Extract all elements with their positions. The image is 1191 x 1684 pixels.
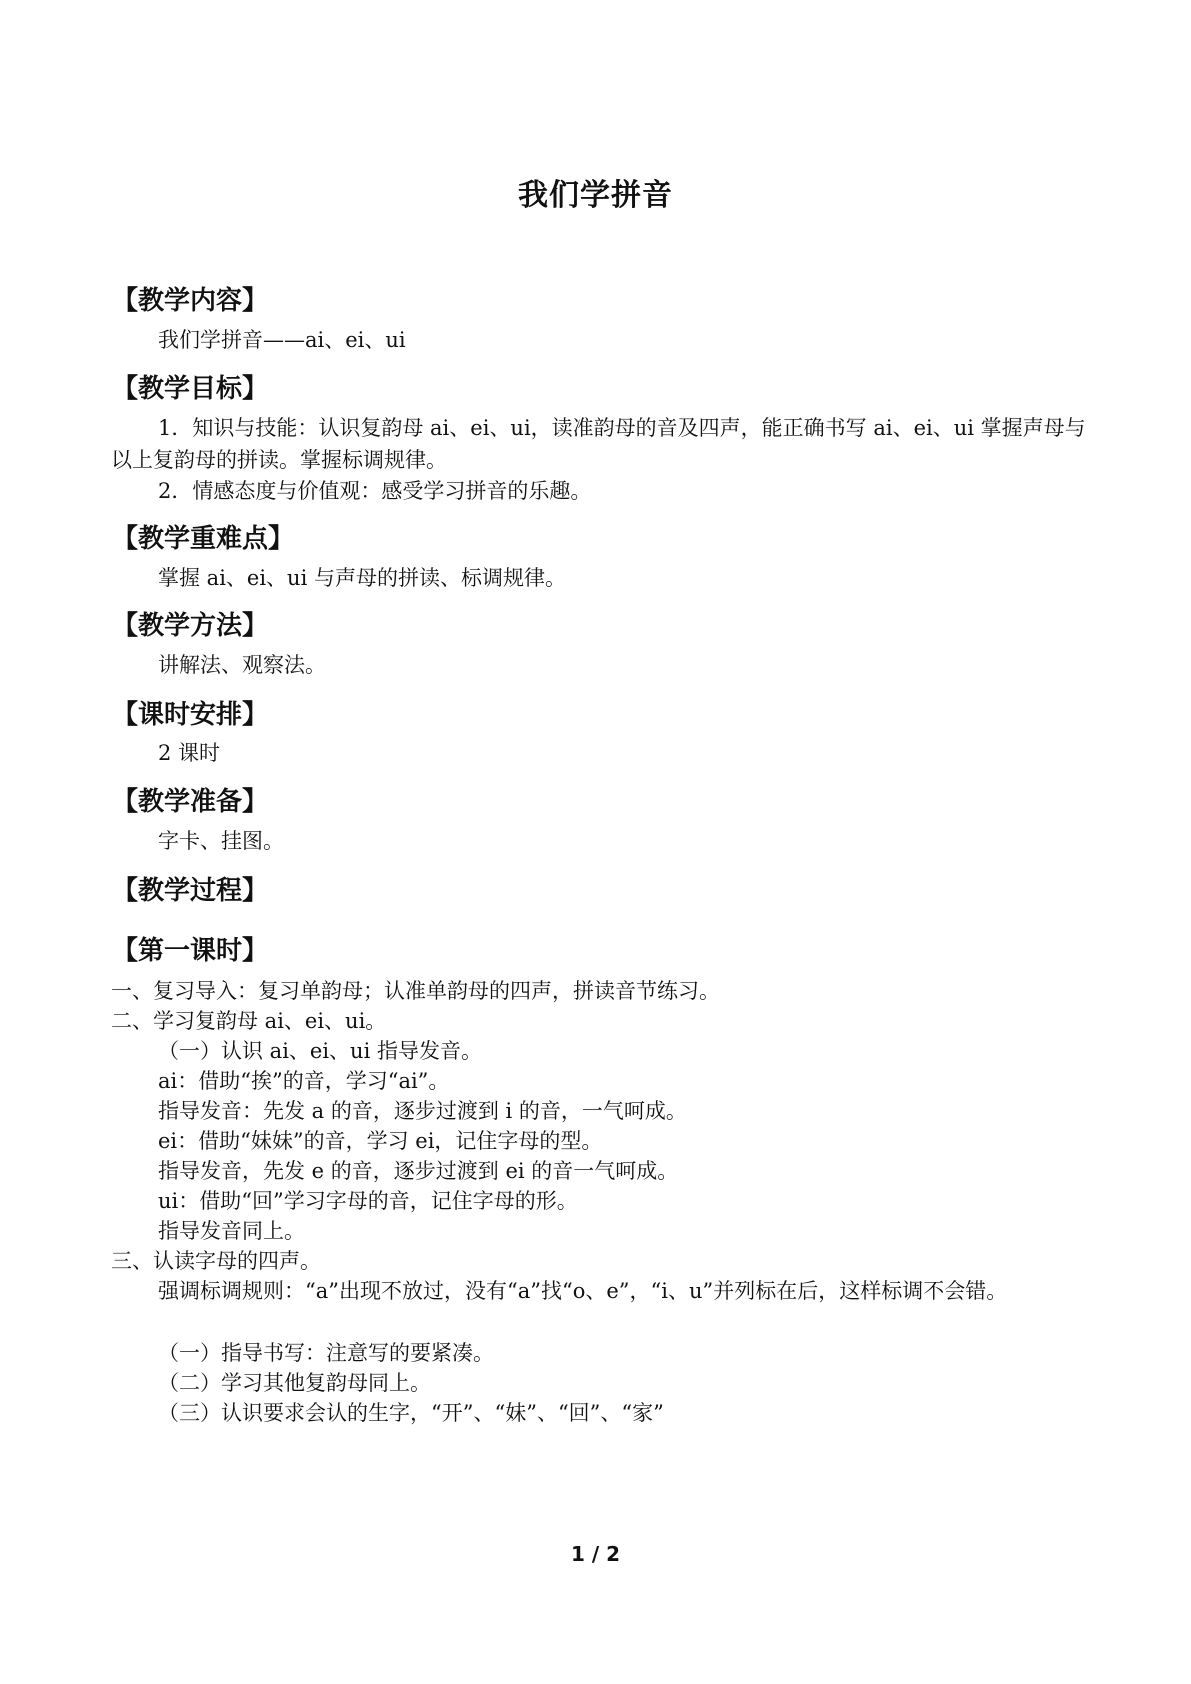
heading-key-points: 【教学重难点】: [112, 524, 295, 554]
lesson-line: ai：借助“挨”的音，学习“ai”。: [158, 1069, 450, 1093]
lesson-line: 指导发音，先发 e 的音，逐步过渡到 ei 的音一气呵成。: [158, 1159, 679, 1183]
page-number: 1 / 2: [570, 1542, 621, 1566]
lesson-line: ui：借助“回”学习字母的音，记住字母的形。: [158, 1189, 578, 1213]
key-points-text: 掌握 ai、ei、ui 与声母的拼读、标调规律。: [158, 566, 566, 590]
lesson-line: 指导发音：先发 a 的音，逐步过渡到 i 的音，一气呵成。: [158, 1099, 687, 1123]
teaching-methods-text: 讲解法、观察法。: [158, 653, 326, 677]
teaching-content-text: 我们学拼音——ai、ei、ui: [158, 328, 406, 352]
heading-teaching-goals: 【教学目标】: [112, 374, 269, 404]
heading-teaching-preparation: 【教学准备】: [112, 787, 269, 817]
lesson-line: 一、复习导入：复习单韵母；认准单韵母的四声，拼读音节练习。: [111, 979, 720, 1003]
heading-teaching-content: 【教学内容】: [112, 286, 269, 316]
lesson-line: 指导发音同上。: [158, 1219, 305, 1243]
lesson-line: 三、认读字母的四声。: [111, 1249, 321, 1273]
lesson-line: 强调标调规则：“a”出现不放过，没有“a”找“o、e”，“i、u”并列标在后，这样标调不会错。: [158, 1279, 1008, 1303]
lesson-line: （二）学习其他复韵母同上。: [158, 1371, 431, 1395]
document-title: 我们学拼音: [518, 178, 673, 213]
lesson-line: （三）认识要求会认的生字，“开”、“妹”、“回”、“家”: [158, 1401, 664, 1425]
goal-item-2: 2．情感态度与价值观：感受学习拼音的乐趣。: [158, 479, 592, 503]
lesson-line: （一）认识 ai、ei、ui 指导发音。: [158, 1039, 482, 1063]
class-schedule-text: 2 课时: [158, 741, 221, 765]
lesson-line: （一）指导书写：注意写的要紧凑。: [158, 1341, 494, 1365]
lesson-line: ei：借助“妹妹”的音，学习 ei，记住字母的型。: [158, 1129, 603, 1153]
teaching-preparation-text: 字卡、挂图。: [158, 829, 284, 853]
heading-class-schedule: 【课时安排】: [112, 700, 269, 730]
heading-teaching-methods: 【教学方法】: [112, 611, 269, 641]
heading-teaching-process: 【教学过程】: [112, 876, 269, 906]
heading-first-lesson: 【第一课时】: [112, 936, 269, 966]
lesson-line: 二、学习复韵母 ai、ei、ui。: [111, 1009, 387, 1033]
goal-item-1: 1．知识与技能：认识复韵母 ai、ei、ui，读准韵母的音及四声，能正确书写 ai、ei、ui 掌握声母与以上复韵母的拼读。掌握标调规律。: [111, 416, 1086, 472]
